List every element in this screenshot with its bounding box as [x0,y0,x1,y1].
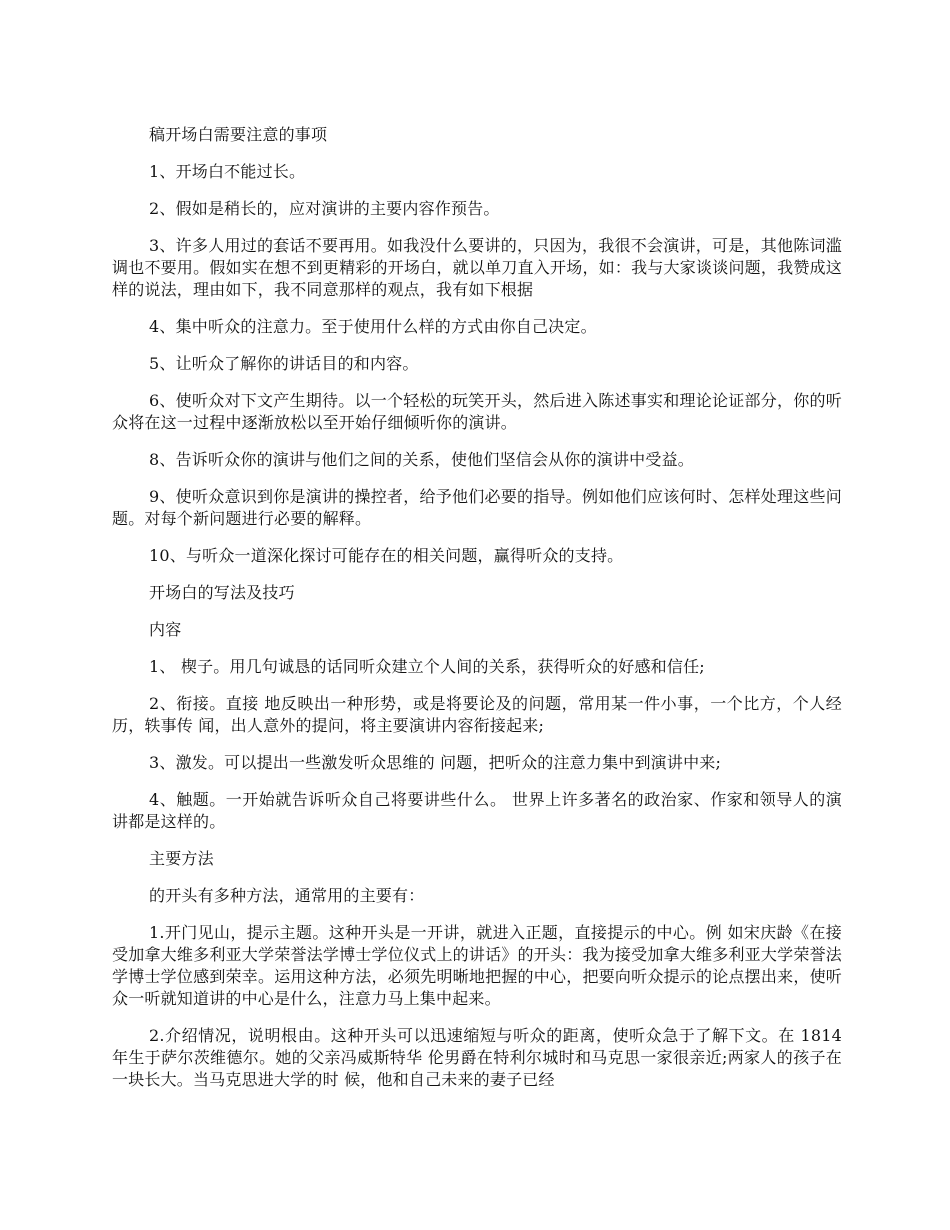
list-item: 3、许多人用过的套话不要再用。如我没什么要讲的，只因为，我很不会演讲，可是，其他陈词滥调也不要用。假如实在想不到更精彩的开场白，就以单刀直入开场，如：我与大家谈谈问题，我赞成这样的说法，理由如下，我不同意那样的观点，我有如下根据 [112,236,842,299]
list-item: 4、触题。一开始就告诉听众自己将要讲些什么。 世界上许多著名的政治家、作家和领导人的演讲都是这样的。 [112,790,842,831]
heading-writing-techniques: 开场白的写法及技巧 [149,583,295,602]
subheading-main-methods: 主要方法 [149,849,214,868]
paragraph: 的开头有多种方法，通常用的主要有： [149,886,425,905]
list-item: 1.开门见山，提示主题。这种开头是一开讲，就进入正题，直接提示的中心。例 如宋庆龄《在接受加拿大维多利亚大学荣誉法学博士学位仪式上的讲话》的开头：我为接受加拿大维多利亚大学荣誉法学博士学位感到荣幸。运用这种方法，必须先明晰地把握的中心，把要向听众提示的论点摆出来，使听众一听就知道讲的中心是什么，注意力马上集中起来。 [112,923,842,1008]
list-item: 1、 楔子。用几句诚恳的话同听众建立个人间的关系，获得听众的好感和信任; [149,657,705,676]
list-item: 2.介绍情况，说明根由。这种开头可以迅速缩短与听众的距离，使听众急于了解下文。在 1814 年生于萨尔茨维德尔。她的父亲冯威斯特华 伦男爵在特利尔城时和马克思一家很亲近;两家人的孩子在一块长大。当马克思进大学的时 候，他和自己未来的妻子已经 [112,1026,842,1089]
list-item: 3、激发。可以提出一些激发听众思维的 问题，把听众的注意力集中到演讲中来; [149,753,722,772]
list-item: 6、使听众对下文产生期待。以一个轻松的玩笑开头，然后进入陈述事实和理论论证部分，你的听众将在这一过程中逐渐放松以至开始仔细倾听你的演讲。 [112,391,842,432]
list-item: 2、假如是稍长的，应对演讲的主要内容作预告。 [149,199,500,218]
list-item: 5、让听众了解你的讲话目的和内容。 [149,354,419,373]
list-item: 4、集中听众的注意力。至于使用什么样的方式由你自己决定。 [149,317,597,336]
list-item: 1、开场白不能过长。 [149,162,306,181]
list-item: 10、与听众一道深化探讨可能存在的相关问题，赢得听众的支持。 [149,546,624,565]
heading-opening-notes: 稿开场白需要注意的事项 [149,125,328,144]
subheading-content: 内容 [149,620,182,639]
list-item: 2、衔接。直接 地反映出一种形势，或是将要论及的问题，常用某一件小事，一个比方，个人经历，轶事传 闻，出人意外的提问，将主要演讲内容衔接起来; [112,694,842,735]
list-item: 8、告诉听众你的演讲与他们之间的关系，使他们坚信会从你的演讲中受益。 [149,450,694,469]
list-item: 9、使听众意识到你是演讲的操控者，给予他们必要的指导。例如他们应该何时、怎样处理这些问题。对每个新问题进行必要的解释。 [112,487,842,528]
